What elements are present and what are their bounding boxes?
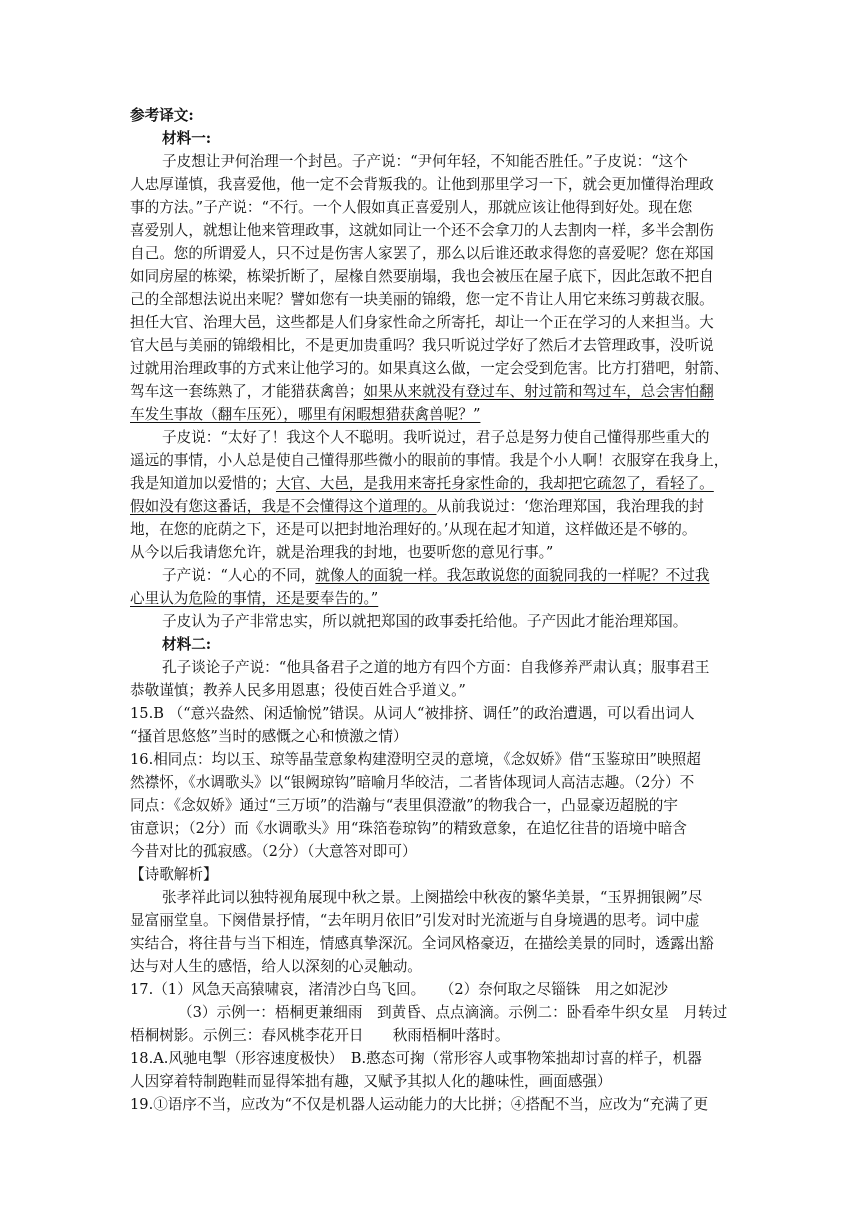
- text-line: 人忠厚谨慎，我喜爱他，他一定不会背叛我的。让他到那里学习一下，就会更加懂得治理政: [130, 176, 714, 193]
- text-line: 子皮认为子产非常忠实，所以就把郑国的政事委托给他。子产因此才能治理郑国。: [162, 613, 688, 630]
- answer-18-line: 人因穿着特制跑鞋而显得笨拙有趣，又赋予其拟人化的趣味性，画面感强）: [130, 1073, 612, 1090]
- text-line: 自己。您的所谓爱人，只不过是伤害人家罢了，那么以后谁还敢求得您的喜爱呢？您在郑国: [130, 245, 714, 262]
- underlined-text-line: 心里认为危险的事情，还是要奉告的。”: [130, 590, 379, 607]
- answer-17-line: （3）示例一：梧桐更兼细雨 到黄昏、点点滴滴。示例二：卧看牵牛织女星 月转过: [178, 1004, 728, 1021]
- answer-15-line: 15.B （“意兴盎然、闲适愉悦”错误。从词人“被排挤、调任”的政治遭遇，可以看出词人: [130, 705, 695, 722]
- heading-reference-translation: 参考译文:: [130, 107, 194, 124]
- text-line: 担任大官、治理大邑，这些都是人们身家性命之所寄托，却让一个正在学习的人来担当。大: [130, 314, 714, 331]
- underlined-text: 如果从来就没有登过车、射过箭和驾过车，总会害怕翻: [363, 383, 714, 400]
- underlined-text: 假如没有您这番话，我是不会懂得这个道理的。: [130, 498, 437, 515]
- answer-16-line: 今昔对比的孤寂感。（2分）（大意答对即可）: [130, 843, 417, 860]
- text-line: 恭敬谨慎；教养人民多用恩惠；役使百姓合乎道义。”: [130, 682, 466, 699]
- text-segment: 驾车这一套练熟了，才能猎获禽兽；: [130, 383, 364, 400]
- text-line: 如同房屋的栋梁，栋梁折断了，屋椽自然要崩塌，我也会被压在屋子底下，因此怎敢不把自: [130, 268, 714, 285]
- text-line: 从今以后我请您允许，就是治理我的封地，也要听您的意见行事。”: [130, 544, 554, 561]
- answer-19-line: 19.①语序不当，应改为“不仅是机器人运动能力的大比拼；④搭配不当，应改为“充满了更: [130, 1096, 709, 1113]
- analysis-line: 达与对人生的感悟，给人以深刻的心灵触动。: [130, 958, 422, 975]
- text-line: 己的全部想法说出来呢？譬如您有一块美丽的锦缎，您一定不肯让人用它来练习剪裁衣服。: [130, 291, 714, 308]
- answer-18-line: 18.A.风驰电掣（形容速度极快） B.憨态可掬（常形容人或事物笨拙却讨喜的样子，机器: [130, 1050, 702, 1067]
- answer-17-line: 梧桐树影。示例三：春风桃李花开日 秋雨梧桐叶落时。: [130, 1027, 510, 1044]
- text-segment: 子产说：“人心的不同，: [162, 567, 316, 584]
- material-two-title: 材料二:: [162, 636, 212, 653]
- analysis-line: 实结合，将往昔与当下相连，情感真挚深沉。全词风格豪迈，在描绘美景的同时，透露出豁: [130, 935, 714, 952]
- answer-16-line: 然襟怀，《水调歌头》以“银阙琼钩”暗喻月华皎洁，二者皆体现词人高洁志趣。（2分）不: [130, 774, 695, 791]
- material-one-title: 材料一:: [162, 130, 212, 147]
- text-segment: 从前我说过：‘您治理郑国，我治理我的封: [436, 498, 704, 515]
- answer-16-line: 同点：《念奴娇》通过“三万顷”的浩瀚与“表里俱澄澈”的物我合一，凸显豪迈超脱的宇: [130, 797, 678, 814]
- analysis-line: 张孝祥此词以独特视角展现中秋之景。上阕描绘中秋夜的繁华美景，“玉界拥银阙”尽: [162, 889, 703, 906]
- text-line: 孔子谈论子产说：“他具备君子之道的地方有四个方面：自我修养严肃认真；服事君王: [162, 659, 710, 676]
- poetry-analysis-title: 【诗歌解析】: [130, 866, 218, 883]
- answer-16-line: 宙意识；（2分）而《水调歌头》用“珠箔卷琼钩”的精致意象，在追忆往昔的语境中暗含: [130, 820, 687, 837]
- text-line: 遥远的事情，小人总是使自己懂得那些微小的眼前的事情。我是个小人啊！衣服穿在我身上，: [130, 452, 729, 469]
- answer-16-line: 16.相同点：均以玉、琼等晶莹意象构建澄明空灵的意境，《念奴娇》借“玉鉴琼田”映照超: [130, 751, 701, 768]
- text-line: 子皮想让尹何治理一个封邑。子产说：“尹何年轻，不知能否胜任。”子皮说：“这个: [162, 153, 688, 170]
- text-line: 官大邑与美丽的锦缎相比，不是更加贵重吗？我只听说过学好了然后才去管理政事，没听说: [130, 337, 714, 354]
- text-line: 子皮说：“太好了！我这个人不聪明。我听说过，君子总是努力使自己懂得那些重大的: [162, 429, 710, 446]
- text-line: [130, 380, 740, 403]
- answer-15-line: “搔首思悠悠”当时的感慨之心和愤激之情）: [130, 728, 408, 745]
- underlined-text: 大官、大邑，是我用来寄托身家性命的，我却把它疏忽了，看轻了。: [275, 475, 714, 492]
- text-line: [162, 564, 740, 587]
- text-line: 过就用治理政事的方式来让他学习的。如果真这么做，一定会受到危害。比方打猎吧，射箭、: [130, 360, 729, 377]
- text-line: 事的方法。”子产说：“不行。一个人假如真正喜爱别人，那就应该让他得到好处。现在您: [130, 199, 693, 216]
- text-line: 喜爱别人，就想让他来管理政事，这就如同让一个还不会拿刀的人去割肉一样，多半会割伤: [130, 222, 714, 239]
- text-segment: 我是知道加以爱惜的；: [130, 475, 276, 492]
- text-line: [130, 495, 740, 518]
- text-line: [130, 472, 740, 495]
- underlined-text-line: 车发生事故（翻车压死），哪里有闲暇想猎获禽兽呢？”: [130, 406, 481, 423]
- text-line: 地，在您的庇荫之下，还是可以把封地治理好的。’从现在起才知道，这样做还是不够的。: [130, 521, 697, 538]
- underlined-text: 就像人的面貌一样。我怎敢说您的面貌同我的一样呢？不过我: [315, 567, 710, 584]
- answer-17-line: 17.（1）风急天高猿啸哀，渚清沙白鸟飞回。 （2）奈何取之尽锱铢 用之如泥沙: [130, 981, 668, 998]
- analysis-line: 显富丽堂皇。下阕借景抒情，“去年明月依旧”引发对时光流逝与自身境遇的思考。词中虚: [130, 912, 700, 929]
